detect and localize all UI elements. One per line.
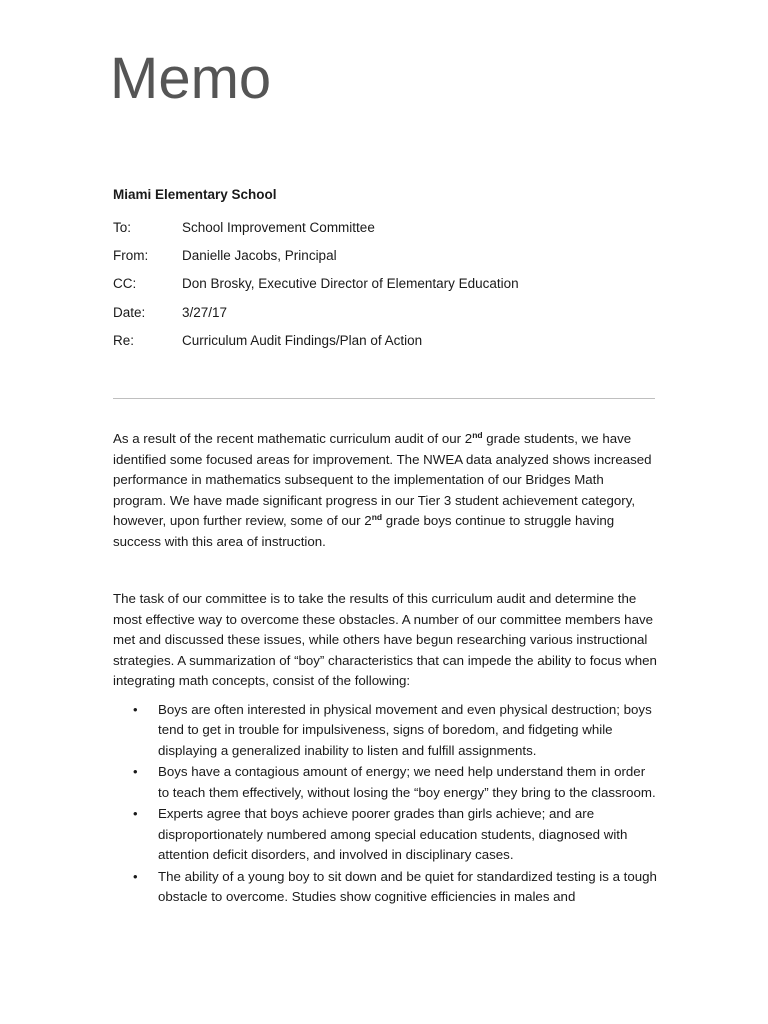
list-item bbox=[113, 700, 658, 761]
body-paragraph-2: The task of our committee is to take the results of this curriculum audit and determine the most effective way to overcome these obstacles. A number of our committee members have met and discussed these issues, while others have begun researching various instructional strategies. A summarization of “boy” characteristics that can impede the ability to focus when integrating math concepts, consist of the following: bbox=[113, 591, 657, 688]
header-value: 3/27/17 bbox=[182, 304, 228, 320]
header-label: Date: bbox=[113, 304, 146, 320]
header-value: Danielle Jacobs, Principal bbox=[182, 248, 337, 264]
para1-text-2: grade students, we have identified some focused areas for improvement. The NWEA data analyzed shows increased performance in mathematics subsequent to the implementation of our Bridges Math program. We have made significant progress in our Tier 3 student achievement category, however, upon further review, some of our 2 bbox=[113, 431, 652, 528]
characteristics-list bbox=[113, 700, 658, 909]
para1-text-1: As a result of the recent mathematic curriculum audit of our 2 bbox=[113, 431, 473, 446]
memo-header-fields bbox=[113, 220, 519, 361]
bullet-icon: • bbox=[133, 868, 138, 884]
header-value: Curriculum Audit Findings/Plan of Action bbox=[182, 332, 423, 348]
list-item bbox=[113, 867, 658, 908]
header-label: From: bbox=[113, 248, 149, 264]
list-item bbox=[113, 762, 658, 803]
header-value: School Improvement Committee bbox=[182, 220, 375, 235]
list-item-text: Experts agree that boys achieve poorer grades than girls achieve; and are disproportionately numbered among special education students, diagnosed with attention deficit disorders, and involved in disciplinary cases. bbox=[158, 806, 628, 863]
ordinal-suffix: nd bbox=[472, 430, 483, 440]
header-row-re bbox=[113, 333, 519, 361]
header-divider bbox=[113, 398, 655, 399]
header-row-cc bbox=[113, 276, 519, 304]
para1-text-3: grade boys continue to struggle having success with this area of instruction. bbox=[113, 513, 615, 549]
header-row-date bbox=[113, 305, 519, 333]
header-row-to bbox=[113, 220, 519, 248]
header-label: Re: bbox=[113, 332, 135, 348]
header-value: Don Brosky, Executive Director of Elementary Education bbox=[182, 276, 519, 292]
list-item-text: Boys are often interested in physical movement and even physical destruction; boys tend to get in trouble for impulsiveness, signs of boredom, and fidgeting while displaying a generalized inability to listen and fulfill assignments. bbox=[158, 702, 652, 758]
ordinal-suffix: nd bbox=[371, 512, 383, 522]
list-item-text: Boys have a contagious amount of energy; we need help understand them in order to teach them effectively, without losing the “boy energy” they bring to the classroom. bbox=[158, 764, 656, 800]
body-paragraph-1 bbox=[113, 429, 658, 552]
memo-title: Memo bbox=[110, 46, 272, 111]
bullet-icon: • bbox=[133, 764, 138, 780]
header-label: To: bbox=[113, 220, 132, 235]
list-item bbox=[113, 804, 658, 865]
header-row-from bbox=[113, 248, 519, 276]
header-label: CC: bbox=[113, 276, 137, 292]
list-item-text: The ability of a young boy to sit down and be quiet for standardized testing is a tough obstacle to overcome. Studies show cognitive efficiencies in males and bbox=[158, 868, 657, 905]
bullet-icon: • bbox=[133, 806, 138, 822]
school-name: Miami Elementary School bbox=[113, 187, 277, 202]
bullet-icon: • bbox=[133, 702, 138, 717]
